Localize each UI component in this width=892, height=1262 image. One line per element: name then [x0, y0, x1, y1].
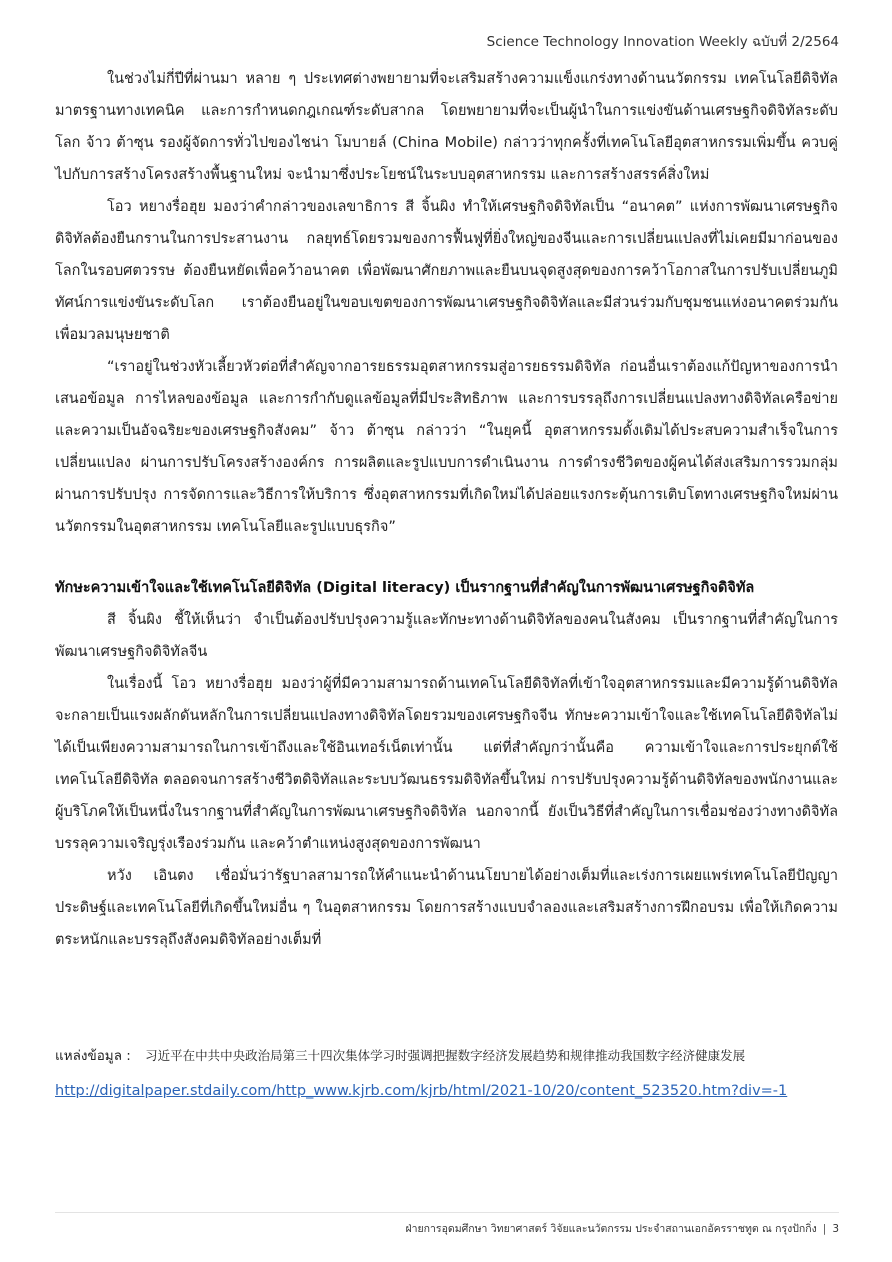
- intro-paragraph-1: ในช่วงไม่กี่ปีที่ผ่านมา หลาย ๆ ประเทศต่างพยายามที่จะเสริมสร้างความแข็งแกร่งทางด้านนวัตกรรม เทคโนโลยีดิจิทัล มาตรฐานทางเทคนิค และการกำหนดกฎเกณฑ์ระดับสากล โดยพยายามที่จะเป็นผู้นำในการแข่งขันด้านเศรษฐกิจดิจิทัลระดับโลก จ้าว ต้าซุน รองผู้จัดการทั่วไปของไชน่า โมบายล์ (China Mobile) กล่าวว่าทุกครั้งที่เทคโนโลยีอุตสาหกรรมเพิ่มขึ้น ควบคู่ไปกับการสร้างโครงสร้างพื้นฐานใหม่ จะนำมาซึ่งประโยชน์ในระบบอุตสาหกรรม และการสร้างสรรค์สิ่งใหม่: [55, 71, 838, 183]
- footer-office: ฝ่ายการอุดมศึกษา วิทยาศาสตร์ วิจัยและนวัตกรรม ประจำสถานเอกอัครราชทูต ณ กรุงปักกิ่ง: [405, 1223, 817, 1235]
- source-title: 习近平在中共中央政治局第三十四次集体学习时强调把握数字经济发展趋势和规律推动我国数字经济健康发展: [145, 1048, 746, 1063]
- publication-title: Science Technology Innovation Weekly ฉบับที่ 2/2564: [486, 34, 839, 50]
- page-number: 3: [832, 1223, 839, 1235]
- source-label: แหล่งข้อมูล :: [55, 1048, 131, 1064]
- section-heading: ทักษะความเข้าใจและใช้เทคโนโลยีดิจิทัล (Digital literacy) เป็นรากฐานที่สำคัญในการพัฒนาเศรษฐกิจดิจิทัล: [55, 580, 755, 596]
- section-paragraph-1: สี จิ้นผิง ชี้ให้เห็นว่า จำเป็นต้องปรับปรุงความรู้และทักษะทางด้านดิจิทัลของคนในสังคม เป็นรากฐานที่สำคัญในการพัฒนาเศรษฐกิจดิจิทัลจีน: [55, 612, 838, 660]
- source-line: [55, 1040, 855, 1072]
- footer-divider: [55, 1212, 839, 1213]
- article-body: [55, 63, 838, 956]
- source-block: [55, 1040, 855, 1107]
- page-header: [487, 30, 839, 52]
- source-link[interactable]: http://digitalpaper.stdaily.com/http_www.kjrb.com/kjrb/html/2021-10/20/content_523520.htm?div=-1: [55, 1083, 788, 1099]
- section-paragraph-3: หวัง เอินตง เชื่อมั่นว่ารัฐบาลสามารถให้คำแนะนำด้านนโยบายได้อย่างเต็มที่และเร่งการเผยแพร่เทคโนโลยีปัญญาประดิษฐ์และเทคโนโลยีที่เกิดขึ้นใหม่อื่น ๆ ในอุตสาหกรรม โดยการสร้างแบบจำลองและเสริมสร้างการฝึกอบรม เพื่อให้เกิดความตระหนักและบรรลุถึงสังคมดิจิทัลอย่างเต็มที่: [55, 868, 838, 948]
- page-footer: [405, 1220, 839, 1237]
- section-paragraph-2: ในเรื่องนี้ โอว หยางรื่อฮุย มองว่าผู้ที่มีความสามารถด้านเทคโนโลยีดิจิทัลที่เข้าใจอุตสาหกรรมและมีความรู้ด้านดิจิทัลจะกลายเป็นแรงผลักดันหลักในการเปลี่ยนแปลงทางดิจิทัลโดยรวมของเศรษฐกิจจีน ทักษะความเข้าใจและใช้เทคโนโลยีดิจิทัลไม่ได้เป็นเพียงความสามารถในการเข้าถึงและใช้อินเทอร์เน็ตเท่านั้น แต่ที่สำคัญกว่านั้นคือ ความเข้าใจและการประยุกต์ใช้เทคโนโลยีดิจิทัล ตลอดจนการสร้างชีวิตดิจิทัลและระบบวัฒนธรรมดิจิทัลขึ้นใหม่ การปรับปรุงความรู้ด้านดิจิทัลของพนักงานและผู้บริโภคให้เป็นหนึ่งในรากฐานที่สำคัญในการพัฒนาเศรษฐกิจดิจิทัล นอกจากนี้ ยังเป็นวิธีที่สำคัญในการเชื่อมช่องว่างทางดิจิทัล บรรลุความเจริญรุ่งเรืองร่วมกัน และคว้าตำแหน่งสูงสุดของการพัฒนา: [55, 676, 838, 852]
- intro-paragraph-3: “เราอยู่ในช่วงหัวเลี้ยวหัวต่อที่สำคัญจากอารยธรรมอุตสาหกรรมสู่อารยธรรมดิจิทัล ก่อนอื่นเราต้องแก้ปัญหาของการนำเสนอข้อมูล การไหลของข้อมูล และการกำกับดูแลข้อมูลที่มีประสิทธิภาพ และการบรรลุถึงการเปลี่ยนแปลงทางดิจิทัลเครือข่าย และความเป็นอัจฉริยะของเศรษฐกิจสังคม” จ้าว ต้าซุน กล่าวว่า “ในยุคนี้ อุตสาหกรรมดั้งเดิมได้ประสบความสำเร็จในการเปลี่ยนแปลง ผ่านการปรับโครงสร้างองค์กร การผลิตและรูปแบบการดำเนินงาน การดำรงชีวิตของผู้คนได้ส่งเสริมการรวมกลุ่มผ่านการปรับปรุง การจัดการและวิธีการให้บริการ ซึ่งอุตสาหกรรมที่เกิดใหม่ได้ปล่อยแรงกระตุ้นการเติบโตทางเศรษฐกิจใหม่ผ่านนวัตกรรมในอุตสาหกรรม เทคโนโลยีและรูปแบบธุรกิจ”: [55, 359, 838, 535]
- intro-paragraph-2: โอว หยางรื่อฮุย มองว่าคำกล่าวของเลขาธิการ สี จิ้นผิง ทำให้เศรษฐกิจดิจิทัลเป็น “อนาคต” แห่งการพัฒนาเศรษฐกิจดิจิทัลต้องยืนกรานในการประสานงาน กลยุทธ์โดยรวมของการฟื้นฟูที่ยิ่งใหญ่ของจีนและการเปลี่ยนแปลงที่ไม่เคยมีมาก่อนของโลกในรอบศตวรรษ ต้องยืนหยัดเพื่อคว้าอนาคต เพื่อพัฒนาศักยภาพและยืนบนจุดสูงสุดของการคว้าโอกาสในการปรับเปลี่ยนภูมิทัศน์การแข่งขันระดับโลก เราต้องยืนอยู่ในขอบเขตของการพัฒนาเศรษฐกิจดิจิทัลและมีส่วนร่วมกับชุมชนแห่งอนาคตร่วมกัน เพื่อมวลมนุษยชาติ: [55, 199, 838, 343]
- footer-separator: |: [822, 1223, 827, 1235]
